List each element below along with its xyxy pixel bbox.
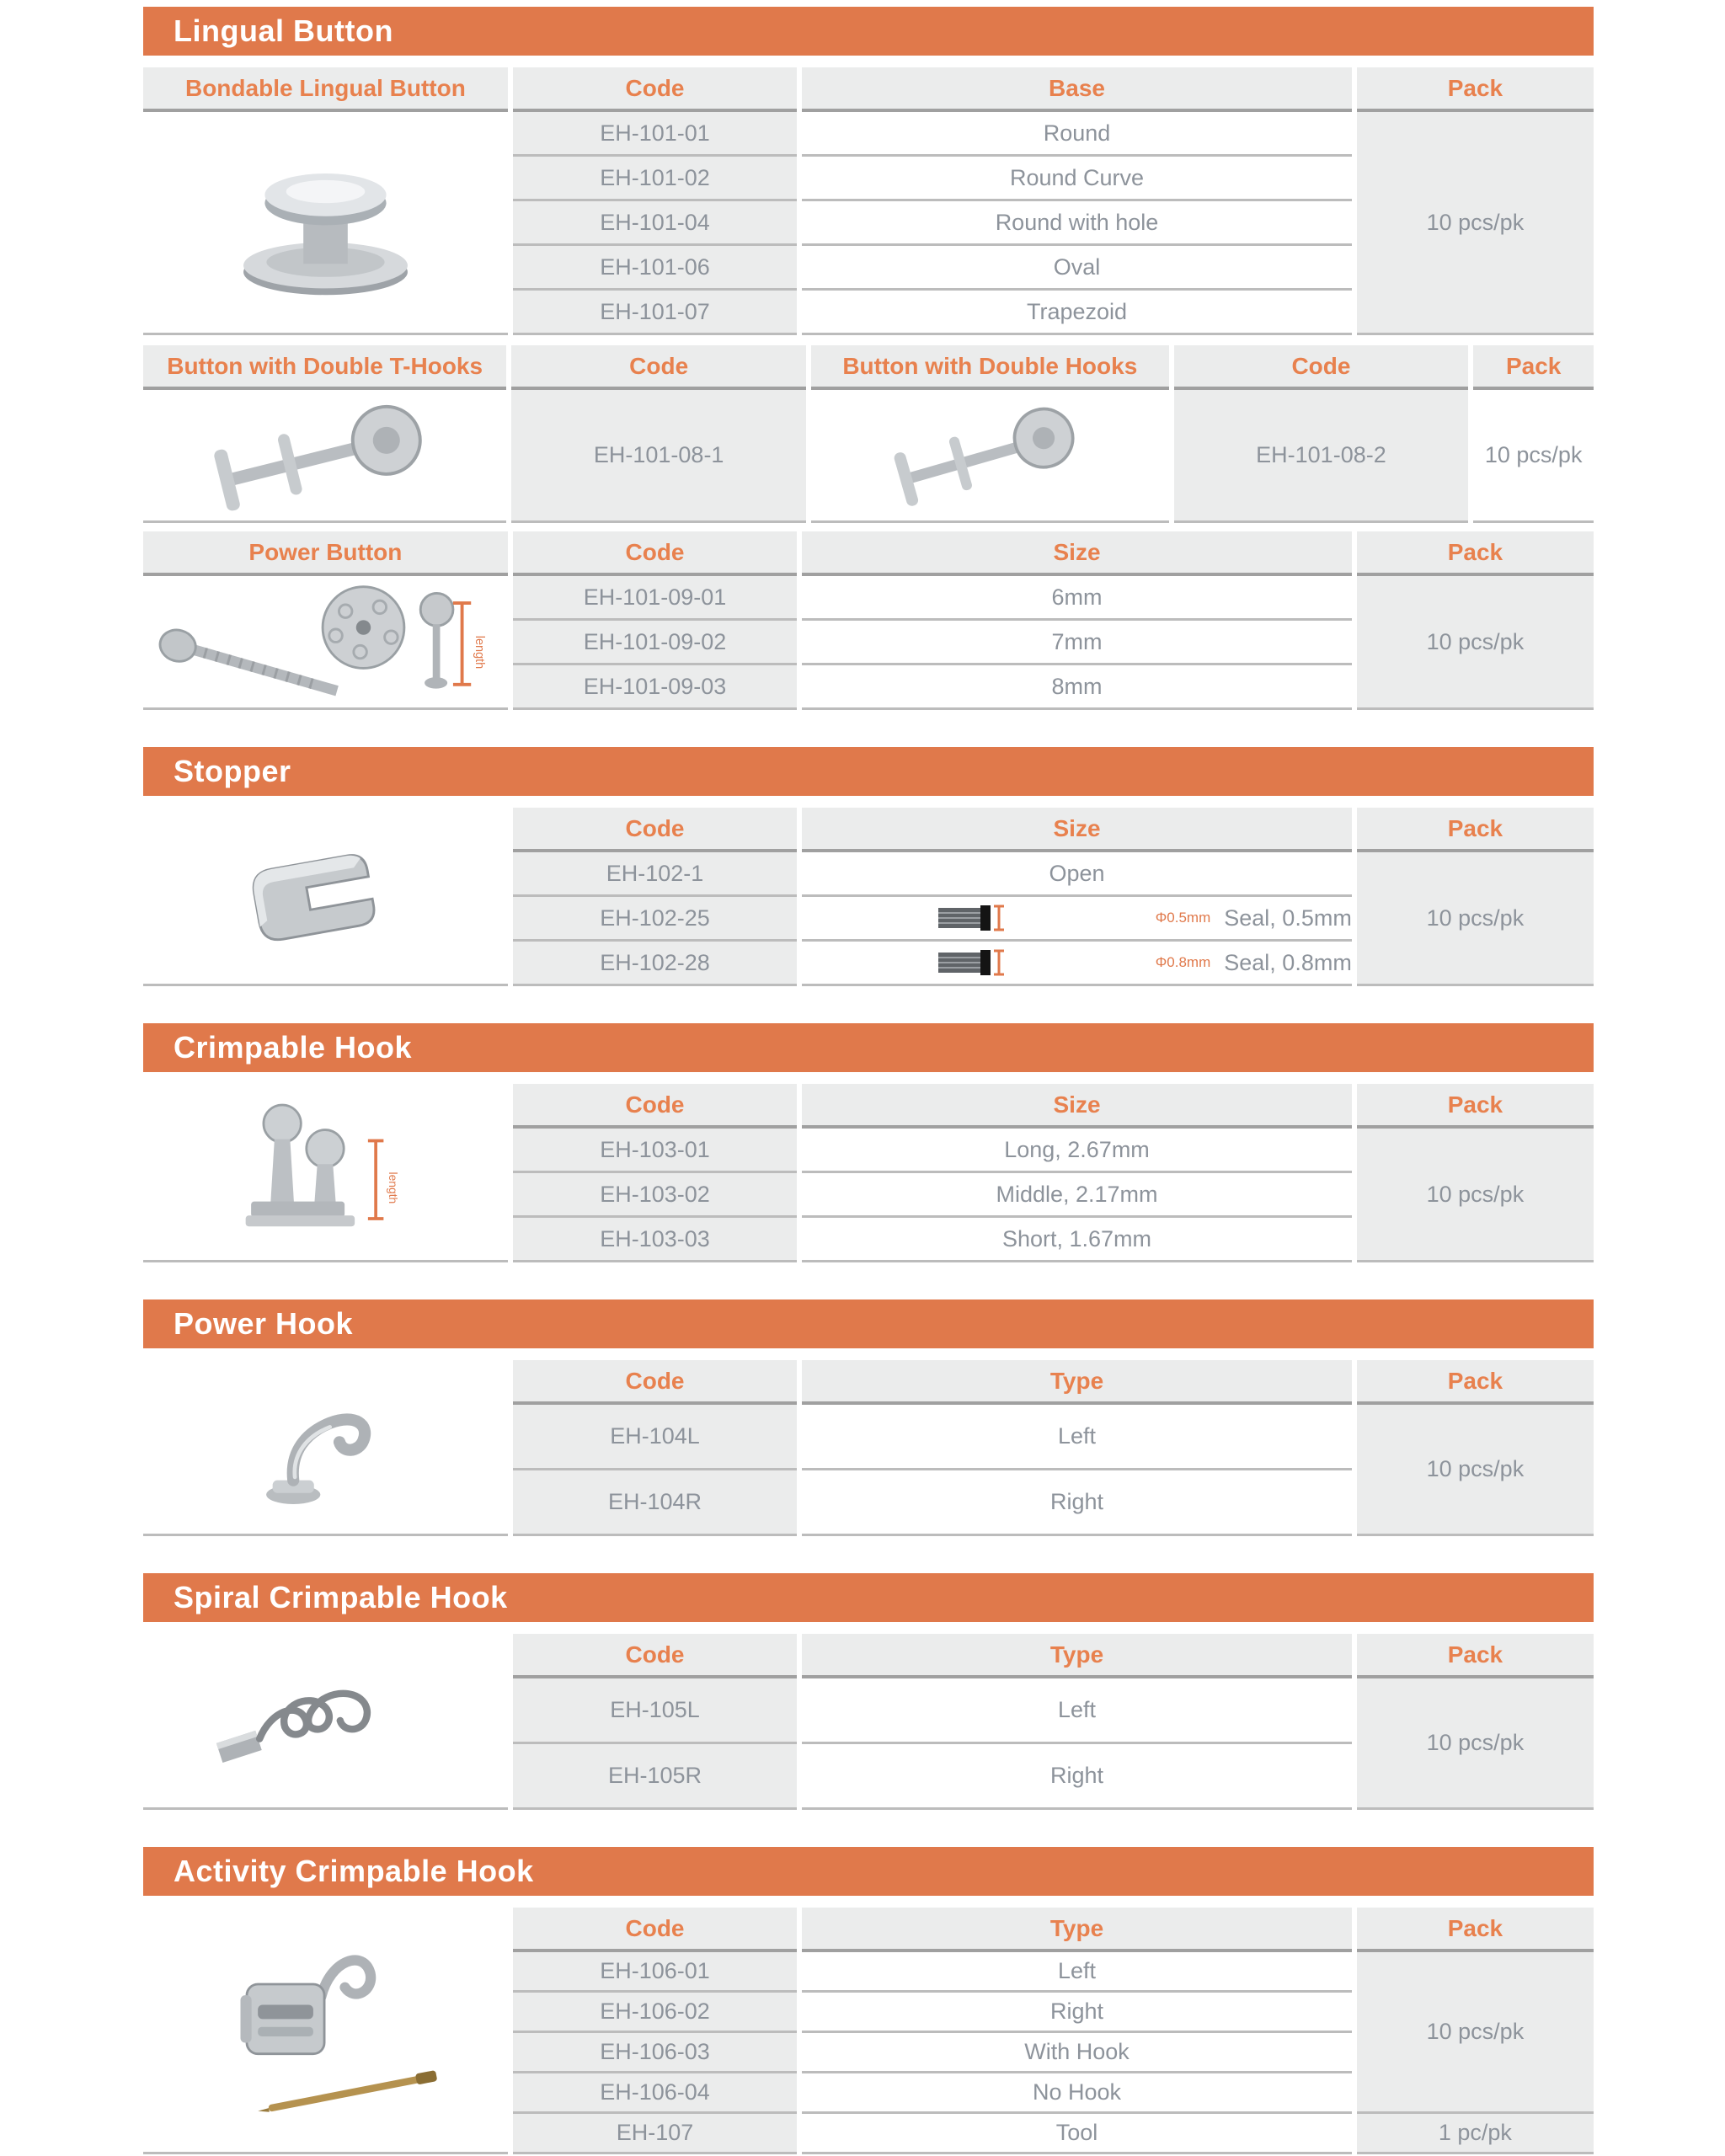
code-cell: EH-106-04 bbox=[513, 2073, 797, 2114]
code-cell: EH-107 bbox=[513, 2114, 797, 2154]
table-row bbox=[143, 576, 1594, 621]
section-title: Spiral Crimpable Hook bbox=[174, 1580, 508, 1614]
col-header-product-right: Button with Double Hooks bbox=[811, 345, 1169, 390]
code-cell: EH-106-03 bbox=[513, 2033, 797, 2073]
diameter-label: Φ0.5mm bbox=[1155, 910, 1211, 926]
diameter-label: Φ0.8mm bbox=[1155, 954, 1211, 970]
power-button-photo bbox=[143, 576, 508, 710]
diameter-bracket bbox=[994, 951, 1004, 974]
value-text: Seal, 0.5mm bbox=[1224, 905, 1352, 931]
value-cell: Left bbox=[802, 1678, 1352, 1744]
col-header-pack: Pack bbox=[1357, 1360, 1594, 1405]
table-header-row bbox=[143, 1634, 1594, 1678]
col-header-product: Bondable Lingual Button bbox=[143, 67, 508, 112]
col-header-type: Type bbox=[802, 1634, 1352, 1678]
col-header-code: Code bbox=[513, 1360, 797, 1405]
col-header-code: Code bbox=[513, 531, 797, 576]
activity-hook-image bbox=[195, 1927, 456, 2133]
code-cell: EH-102-28 bbox=[513, 942, 797, 986]
col-header-size: Size bbox=[802, 531, 1352, 576]
value-cell: Right bbox=[802, 1993, 1352, 2033]
section-banner-stopper bbox=[143, 747, 1594, 796]
power-button-image bbox=[148, 579, 502, 705]
value-cell: Long, 2.67mm bbox=[802, 1129, 1352, 1173]
stopper-photo bbox=[143, 808, 508, 986]
value-cell: Tool bbox=[802, 2114, 1352, 2154]
power-hook-table bbox=[138, 1360, 1599, 1536]
stopper-image bbox=[228, 829, 422, 963]
value-cell: Right bbox=[802, 1744, 1352, 1810]
code-cell: EH-102-1 bbox=[513, 852, 797, 897]
spiral-hook-photo bbox=[143, 1634, 508, 1810]
code-cell: EH-101-06 bbox=[513, 246, 797, 291]
col-header-code: Code bbox=[513, 1908, 797, 1952]
col-header-code: Code bbox=[513, 808, 797, 852]
seal-0.8mm-photo bbox=[937, 946, 1007, 979]
table-row bbox=[143, 390, 1594, 523]
col-header-pack: Pack bbox=[1357, 1084, 1594, 1129]
pack-cell: 10 pcs/pk bbox=[1357, 1952, 1594, 2114]
code-cell: EH-104L bbox=[513, 1405, 797, 1470]
length-dimension-label: length bbox=[387, 1171, 401, 1204]
value-cell: Round with hole bbox=[802, 201, 1352, 246]
table-header-row bbox=[143, 1084, 1594, 1129]
value-cell: Middle, 2.17mm bbox=[802, 1173, 1352, 1218]
pack-cell: 10 pcs/pk bbox=[1357, 576, 1594, 710]
spiral-crimpable-hook-table bbox=[138, 1634, 1599, 1810]
lingual-button-image bbox=[214, 142, 437, 302]
value-cell: Left bbox=[802, 1952, 1352, 1993]
table-header-row bbox=[143, 345, 1594, 390]
col-header-size: Size bbox=[802, 808, 1352, 852]
crimpable-hook-photo bbox=[143, 1084, 508, 1262]
length-dimension-label: length bbox=[473, 635, 487, 670]
spiral-hook-image bbox=[195, 1657, 456, 1784]
crimpable-hook-image bbox=[207, 1094, 443, 1250]
code-cell: EH-101-08-1 bbox=[511, 390, 806, 523]
col-header-pack: Pack bbox=[1357, 1908, 1594, 1952]
col-header-base: Base bbox=[802, 67, 1352, 112]
section-banner-crimpable-hook bbox=[143, 1023, 1594, 1072]
code-cell: EH-101-08-2 bbox=[1174, 390, 1469, 523]
pack-cell: 10 pcs/pk bbox=[1357, 1405, 1594, 1536]
value-cell: Short, 1.67mm bbox=[802, 1218, 1352, 1262]
col-header-size: Size bbox=[802, 1084, 1352, 1129]
seal-0.5mm-photo bbox=[937, 901, 1007, 935]
code-cell: EH-101-07 bbox=[513, 291, 797, 335]
col-header-pack: Pack bbox=[1357, 1634, 1594, 1678]
table-row bbox=[143, 112, 1594, 157]
power-hook-photo bbox=[143, 1360, 508, 1536]
col-header-code: Code bbox=[513, 1084, 797, 1129]
code-cell: EH-101-09-02 bbox=[513, 621, 797, 665]
value-cell bbox=[802, 942, 1352, 986]
bondable-lingual-button-table bbox=[138, 67, 1599, 335]
value-cell: No Hook bbox=[802, 2073, 1352, 2114]
col-header-pack: Pack bbox=[1357, 808, 1594, 852]
power-hook-image bbox=[237, 1375, 414, 1518]
power-button-table bbox=[138, 531, 1599, 710]
t-hook-button-image bbox=[199, 392, 451, 519]
col-header-code: Code bbox=[513, 1634, 797, 1678]
double-hook-button-photo bbox=[811, 390, 1169, 523]
section-title: Stopper bbox=[174, 754, 291, 788]
pack-cell: 10 pcs/pk bbox=[1357, 112, 1594, 335]
value-cell: Open bbox=[802, 852, 1352, 897]
col-header-code: Code bbox=[513, 67, 797, 112]
length-dimension-bracket bbox=[453, 603, 471, 685]
col-header-pack: Pack bbox=[1357, 67, 1594, 112]
value-cell: 6mm bbox=[802, 576, 1352, 621]
section-title: Activity Crimpable Hook bbox=[174, 1854, 534, 1888]
value-cell: Round bbox=[802, 112, 1352, 157]
code-cell: EH-103-03 bbox=[513, 1218, 797, 1262]
value-cell: Right bbox=[802, 1470, 1352, 1536]
diameter-bracket bbox=[994, 906, 1004, 930]
code-cell: EH-106-01 bbox=[513, 1952, 797, 1993]
value-cell: Oval bbox=[802, 246, 1352, 291]
code-cell: EH-104R bbox=[513, 1470, 797, 1536]
section-banner-spiral-crimpable-hook bbox=[143, 1573, 1594, 1622]
code-cell: EH-101-09-03 bbox=[513, 665, 797, 710]
section-title: Lingual Button bbox=[174, 13, 393, 48]
col-header-code: Code bbox=[511, 345, 806, 390]
activity-crimpable-hook-table bbox=[138, 1908, 1599, 2154]
section-title: Power Hook bbox=[174, 1306, 354, 1341]
table-header-row bbox=[143, 1360, 1594, 1405]
table-header-row bbox=[143, 808, 1594, 852]
code-cell: EH-103-02 bbox=[513, 1173, 797, 1218]
section-banner-activity-crimpable-hook bbox=[143, 1847, 1594, 1896]
pack-cell: 1 pc/pk bbox=[1357, 2114, 1594, 2154]
col-header-pack: Pack bbox=[1473, 345, 1594, 390]
code-cell: EH-101-01 bbox=[513, 112, 797, 157]
section-banner-lingual-button bbox=[143, 7, 1594, 56]
catalog-content bbox=[143, 7, 1594, 2154]
col-header-pack: Pack bbox=[1357, 531, 1594, 576]
value-cell: With Hook bbox=[802, 2033, 1352, 2073]
code-cell: EH-101-09-01 bbox=[513, 576, 797, 621]
col-header-type: Type bbox=[802, 1360, 1352, 1405]
table-header-row bbox=[143, 531, 1594, 576]
col-header-code2: Code bbox=[1174, 345, 1469, 390]
col-header-product-left: Button with Double T-Hooks bbox=[143, 345, 506, 390]
value-cell: Left bbox=[802, 1405, 1352, 1470]
pack-cell: 10 pcs/pk bbox=[1357, 852, 1594, 986]
pack-cell: 10 pcs/pk bbox=[1473, 390, 1594, 523]
value-cell: 7mm bbox=[802, 621, 1352, 665]
code-cell: EH-103-01 bbox=[513, 1129, 797, 1173]
table-header-row bbox=[143, 67, 1594, 112]
section-banner-power-hook bbox=[143, 1299, 1594, 1348]
section-title: Crimpable Hook bbox=[174, 1030, 413, 1065]
value-cell: 8mm bbox=[802, 665, 1352, 710]
bondable-lingual-button-photo bbox=[143, 112, 508, 335]
stopper-table bbox=[138, 808, 1599, 986]
length-dimension-bracket bbox=[368, 1141, 384, 1219]
pack-cell: 10 pcs/pk bbox=[1357, 1678, 1594, 1810]
col-header-product: Power Button bbox=[143, 531, 508, 576]
code-cell: EH-105R bbox=[513, 1744, 797, 1810]
double-hooks-table bbox=[138, 345, 1599, 523]
col-header-type: Type bbox=[802, 1908, 1352, 1952]
value-cell: Trapezoid bbox=[802, 291, 1352, 335]
crimpable-hook-table bbox=[138, 1084, 1599, 1262]
value-cell: Round Curve bbox=[802, 157, 1352, 201]
code-cell: EH-105L bbox=[513, 1678, 797, 1744]
t-hook-button-photo bbox=[143, 390, 506, 523]
code-cell: EH-101-02 bbox=[513, 157, 797, 201]
double-hook-button-image bbox=[872, 394, 1108, 516]
value-text: Seal, 0.8mm bbox=[1224, 949, 1352, 975]
value-cell bbox=[802, 897, 1352, 942]
code-cell: EH-102-25 bbox=[513, 897, 797, 942]
code-cell: EH-101-04 bbox=[513, 201, 797, 246]
table-header-row bbox=[143, 1908, 1594, 1952]
pack-cell: 10 pcs/pk bbox=[1357, 1129, 1594, 1262]
code-cell: EH-106-02 bbox=[513, 1993, 797, 2033]
activity-hook-photo bbox=[143, 1908, 508, 2154]
